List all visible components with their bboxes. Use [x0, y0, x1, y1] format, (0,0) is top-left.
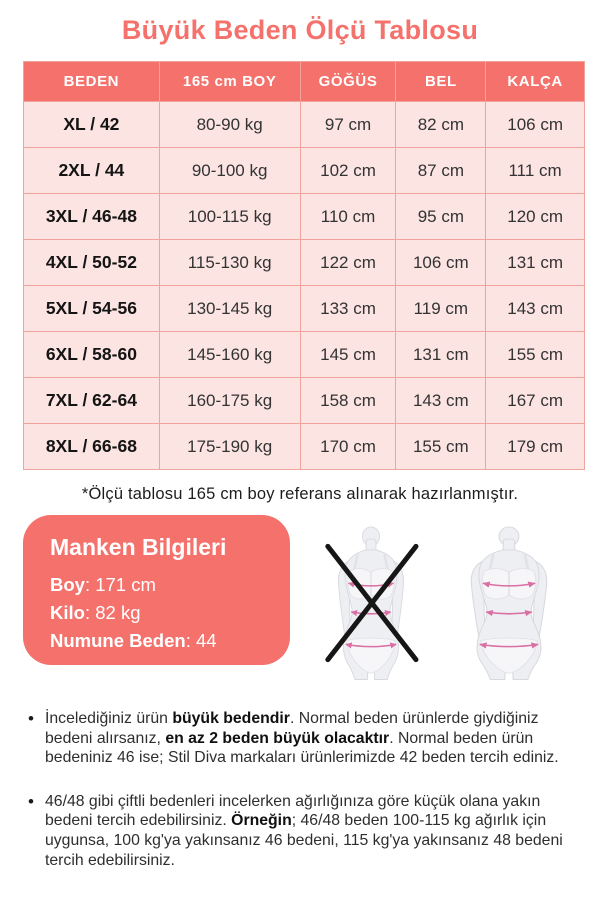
sizing-note: • İncelediğiniz ürün büyük bedendir. Normal beden ürünlerde giydiğiniz bedeni alırsanız, en az 2 beden büyük olacaktır. Normal beden ürün bedeniniz 46 ise; Stil Diva markaları ürünlerimizde 42 beden tercih ediniz.	[28, 709, 582, 768]
weight-cell: 175-190 kg	[159, 424, 300, 470]
model-info-heading: Manken Bilgileri	[50, 534, 227, 560]
table-row	[24, 424, 585, 470]
size-cell: 8XL / 66-68	[24, 424, 160, 470]
size-cell: 4XL / 50-52	[24, 240, 160, 286]
weight-cell: 160-175 kg	[159, 378, 300, 424]
fit-figures	[290, 515, 590, 683]
model-info-card	[23, 515, 290, 665]
table-row	[24, 240, 585, 286]
model-field-label: Numune Beden	[50, 630, 186, 651]
waist-cell: 82 cm	[396, 102, 486, 148]
weight-cell: 130-145 kg	[159, 286, 300, 332]
hip-cell: 120 cm	[486, 194, 585, 240]
bust-cell: 122 cm	[300, 240, 396, 286]
hip-cell: 131 cm	[486, 240, 585, 286]
model-field-label: Boy	[50, 574, 85, 595]
column-header-boy: 165 cm BOY	[159, 62, 300, 102]
model-field-label: Kilo	[50, 602, 85, 623]
waist-cell: 106 cm	[396, 240, 486, 286]
bust-cell: 158 cm	[300, 378, 396, 424]
body-figure-crossed-icon	[317, 523, 425, 683]
sizing-note: • 46/48 gibi çiftli bedenleri incelerken ağırlığınıza göre küçük olana yakın bedeni tercih edebilirsiniz. Örneğin; 46/48 beden 100-115 kg ağırlık için uygunsa, 100 kg'ya yakınsanız 46 bedeni, 115 kg'ya yakınsanız 48 bedeni tercih edebilirsiniz.	[28, 792, 582, 870]
model-field-value: : 82 kg	[84, 602, 141, 623]
weight-cell: 145-160 kg	[159, 332, 300, 378]
table-row	[24, 378, 585, 424]
table-row	[24, 102, 585, 148]
hip-cell: 179 cm	[486, 424, 585, 470]
table-footnote: *Ölçü tablosu 165 cm boy referans alınarak hazırlanmıştır.	[81, 485, 519, 503]
hip-cell: 155 cm	[486, 332, 585, 378]
model-field-value: : 171 cm	[84, 574, 156, 595]
weight-cell: 115-130 kg	[159, 240, 300, 286]
weight-cell: 80-90 kg	[159, 102, 300, 148]
bust-cell: 133 cm	[300, 286, 396, 332]
bust-cell: 145 cm	[300, 332, 396, 378]
hip-cell: 167 cm	[486, 378, 585, 424]
table-row	[24, 332, 585, 378]
waist-cell: 119 cm	[396, 286, 486, 332]
size-cell: 3XL / 46-48	[24, 194, 160, 240]
bust-cell: 102 cm	[300, 148, 396, 194]
bust-cell: 97 cm	[300, 102, 396, 148]
model-field-value: : 44	[185, 630, 217, 651]
model-height-line	[50, 571, 280, 599]
column-header-bel: BEL	[396, 62, 486, 102]
size-cell: 7XL / 62-64	[24, 378, 160, 424]
size-cell: 5XL / 54-56	[24, 286, 160, 332]
column-header-kalca: KALÇA	[486, 62, 585, 102]
size-cell: XL / 42	[24, 102, 160, 148]
waist-cell: 155 cm	[396, 424, 486, 470]
column-header-gogus: GÖĞÜS	[300, 62, 396, 102]
page-title: Büyük Beden Ölçü Tablosu	[121, 15, 479, 45]
table-header-row	[24, 62, 585, 102]
body-figure-measured-icon	[455, 523, 563, 683]
waist-cell: 95 cm	[396, 194, 486, 240]
weight-cell: 100-115 kg	[159, 194, 300, 240]
model-weight-line	[50, 599, 280, 627]
waist-cell: 143 cm	[396, 378, 486, 424]
hip-cell: 143 cm	[486, 286, 585, 332]
column-header-beden: BEDEN	[24, 62, 160, 102]
hip-cell: 111 cm	[486, 148, 585, 194]
hip-cell: 106 cm	[486, 102, 585, 148]
bust-cell: 170 cm	[300, 424, 396, 470]
bust-cell: 110 cm	[300, 194, 396, 240]
model-sample-size-line	[50, 627, 280, 655]
waist-cell: 87 cm	[396, 148, 486, 194]
size-cell: 6XL / 58-60	[24, 332, 160, 378]
size-cell: 2XL / 44	[24, 148, 160, 194]
table-row	[24, 286, 585, 332]
sizing-notes	[28, 709, 582, 870]
model-info-section	[23, 515, 590, 683]
waist-cell: 131 cm	[396, 332, 486, 378]
size-table	[23, 61, 585, 470]
table-row	[24, 194, 585, 240]
weight-cell: 90-100 kg	[159, 148, 300, 194]
table-row	[24, 148, 585, 194]
